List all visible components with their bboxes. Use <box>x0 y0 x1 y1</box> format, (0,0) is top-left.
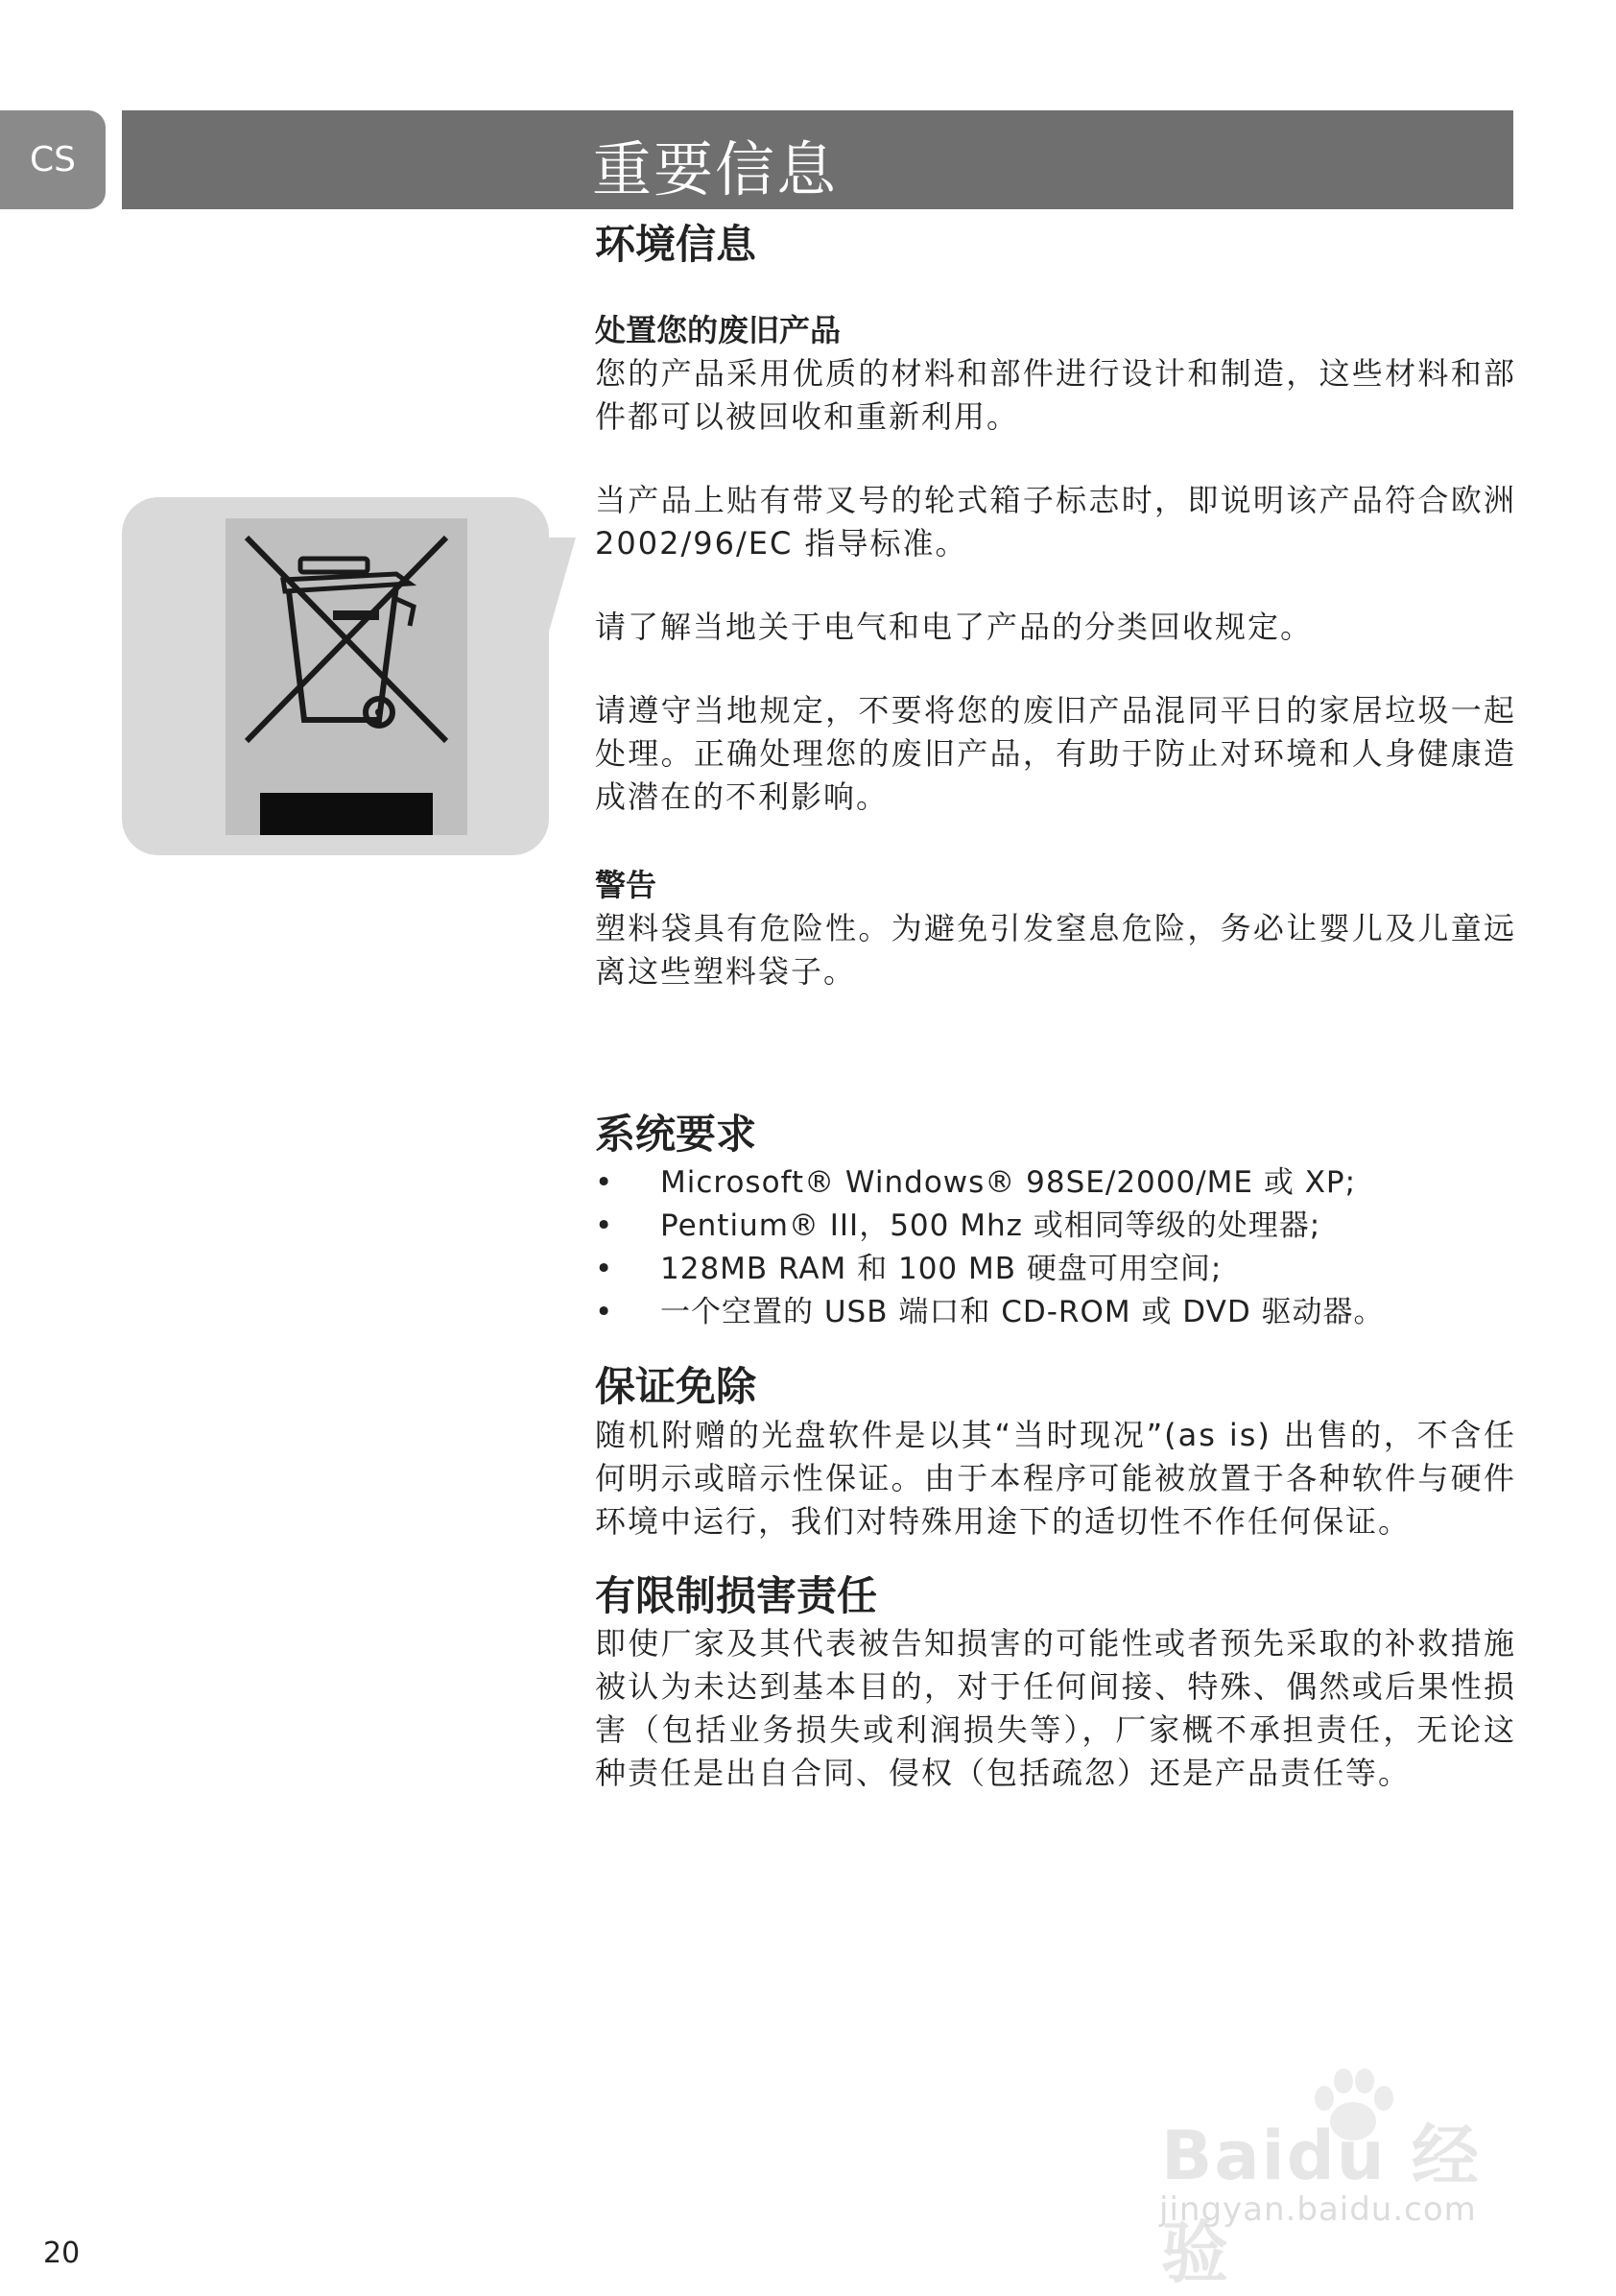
callout-pointer <box>537 538 576 691</box>
watermark-url: jingyan.baidu.com <box>1159 2190 1477 2229</box>
bullet: • <box>595 1251 614 1286</box>
heading-disposal: 处置您的废旧产品 <box>595 311 842 348</box>
weee-symbol-box <box>122 497 549 855</box>
paragraph-warranty: 随机附赠的光盘软件是以其“当时现况”(as is) 出售的，不含任何明示或暗示性保证。由于本程序可能被放置于各种软件与硬件环境中运行，我们对特殊用途下的适切性不作任何保证。 <box>595 1416 1516 1540</box>
list-item: • 一个空置的 USB 端口和 CD-ROM 或 DVD 驱动器。 <box>595 1291 1516 1334</box>
list-item: • 128MB RAM 和 100 MB 硬盘可用空间; <box>595 1248 1516 1291</box>
list-item: • Microsoft® Windows® 98SE/2000/ME 或 XP; <box>595 1161 1516 1205</box>
main-content <box>595 219 1516 1795</box>
weee-symbol-panel <box>226 518 467 835</box>
list-item: • Pentium® III，500 Mhz 或相同等级的处理器; <box>595 1205 1516 1248</box>
weee-crossed-bin-icon <box>226 518 467 835</box>
page-number: 20 <box>43 2236 81 2270</box>
paragraph-weee-standard: 当产品上贴有带叉号的轮式箱子标志时，即说明该产品符合欧洲 2002/96/EC 指导标准。 <box>595 481 1516 562</box>
language-tab: CS <box>0 110 106 209</box>
page-title: 重要信息 <box>592 134 839 204</box>
paragraph-disposal-advice: 请遵守当地规定，不要将您的废旧产品混同平日的家居垃圾一起处理。正确处理您的废旧产品，有助于防止对环境和人身健康造成潜在的不利影响。 <box>595 691 1516 815</box>
watermark-brand: Baidu 经验 <box>1161 2117 1481 2292</box>
paragraph-warning: 塑料袋具有危险性。为避免引发窒息危险，务必让婴儿及儿童远离这些塑料袋子。 <box>595 910 1516 991</box>
heading-environment: 环境信息 <box>595 221 757 268</box>
heading-warranty-disclaimer: 保证免除 <box>595 1362 757 1410</box>
requirements-list <box>595 1161 1516 1334</box>
title-bar <box>122 110 1513 209</box>
watermark <box>1132 2064 1545 2292</box>
paragraph-liability: 即使厂家及其代表被告知损害的可能性或者预先采取的补救措施被认为未达到基本目的，对于任何间接、特殊、偶然或后果性损害（包括业务损失或利润损失等），厂家概不承担责任，无论这种责任是出自合同、侵权（包括疏忽）还是产品责任等。 <box>595 1625 1516 1792</box>
bullet: • <box>595 1294 614 1329</box>
bullet: • <box>595 1164 614 1200</box>
heading-system-requirements: 系统要求 <box>595 1111 757 1159</box>
paragraph-materials: 您的产品采用优质的材料和部件进行设计和制造，这些材料和部件都可以被回收和重新利用。 <box>595 354 1516 435</box>
paragraph-local-rules: 请了解当地关于电气和电了产品的分类回收规定。 <box>595 608 1314 645</box>
bullet: • <box>595 1208 614 1243</box>
heading-limited-liability: 有限制损害责任 <box>595 1571 878 1619</box>
heading-warning: 警告 <box>595 866 657 903</box>
